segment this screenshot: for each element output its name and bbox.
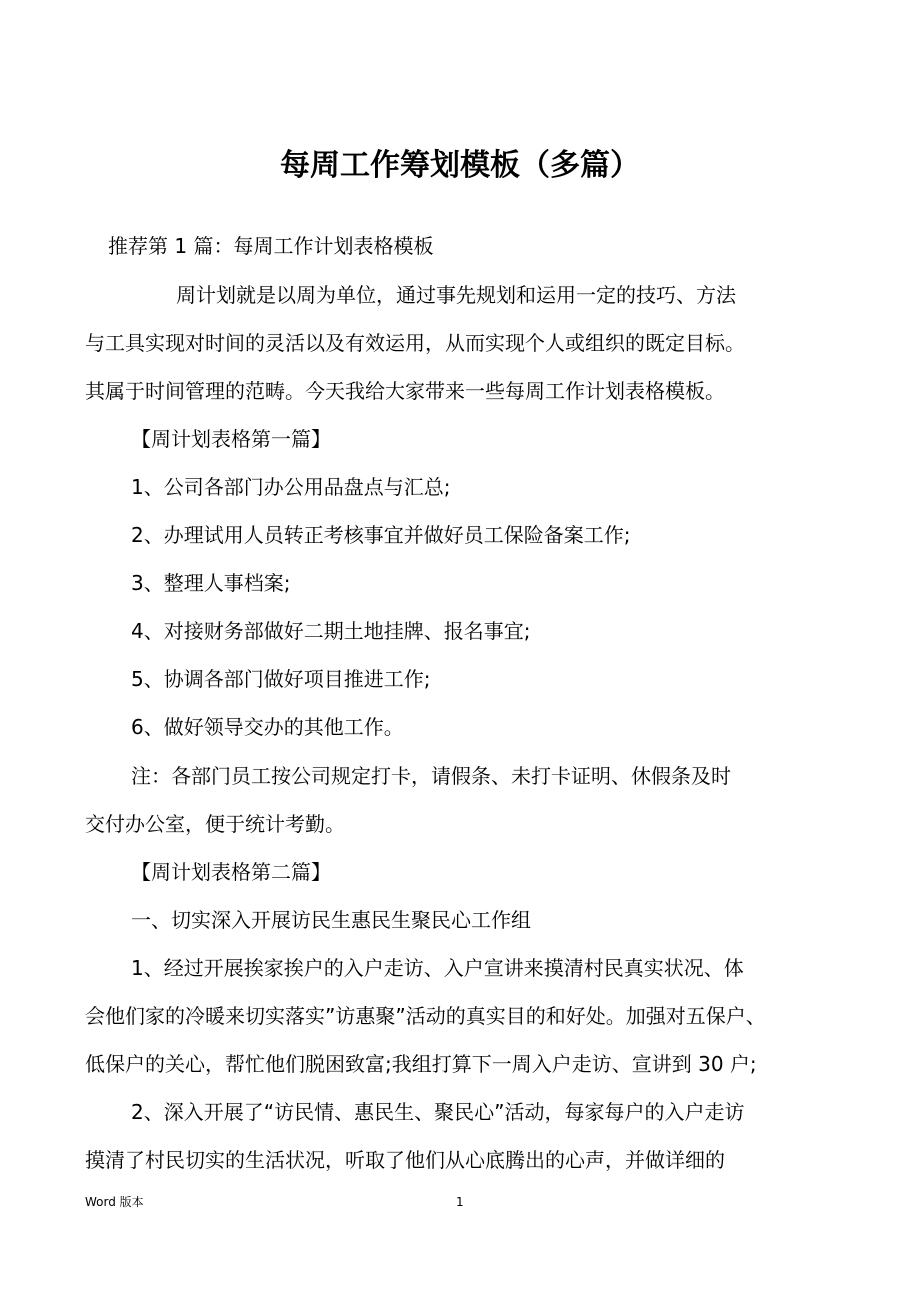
section1-item: 1、公司各部门办公用品盘点与汇总; [131,475,451,499]
footer-label: Word 版本 [85,1195,144,1209]
section2-heading: 【周计划表格第二篇】 [131,860,331,884]
recommend-heading: 推荐第 1 篇：每周工作计划表格模板 [108,234,434,258]
intro-line-3: 其属于时间管理的范畴。今天我给大家带来一些每周工作计划表格模板。 [85,379,725,403]
section2-subheading: 一、切实深入开展访民生惠民生聚民心工作组 [131,908,531,932]
section1-item: 4、对接财务部做好二期土地挂牌、报名事宜; [131,619,531,643]
section1-item: 5、协调各部门做好项目推进工作; [131,667,431,691]
section1-note-line-1: 注：各部门员工按公司规定打卡，请假条、未打卡证明、休假条及时 [131,764,731,788]
intro-line-1: 周计划就是以周为单位，通过事先规划和运用一定的技巧、方法 [176,283,736,307]
section2-para2-line-2: 摸清了村民切实的生活状况，听取了他们从心底腾出的心声，并做详细的 [85,1148,725,1172]
section2-para1-line-2: 会他们家的冷暖来切实落实”访惠聚”活动的真实目的和好处。加强对五保户、 [85,1004,766,1028]
section1-heading: 【周计划表格第一篇】 [131,427,331,451]
document-title: 每周工作筹划模板（多篇） [280,148,640,183]
intro-line-2: 与工具实现对时间的灵活以及有效运用，从而实现个人或组织的既定目标。 [85,331,745,355]
section2-para1-line-3: 低保户的关心，帮忙他们脱困致富;我组打算下一周入户走访、宣讲到 30 户; [85,1052,757,1076]
section1-item: 6、做好领导交办的其他工作。 [131,715,404,739]
section2-para1-line-1: 1、经过开展挨家挨户的入户走访、入户宣讲来摸清村民真实状况、体 [131,956,744,980]
section1-item: 2、办理试用人员转正考核事宜并做好员工保险备案工作; [131,523,631,547]
page-number: 1 [456,1195,464,1209]
section2-para2-line-1: 2、深入开展了“访民情、惠民生、聚民心”活动，每家每户的入户走访 [131,1100,745,1124]
section1-item: 3、整理人事档案; [131,571,291,595]
section1-note-line-2: 交付办公室，便于统计考勤。 [85,812,345,836]
